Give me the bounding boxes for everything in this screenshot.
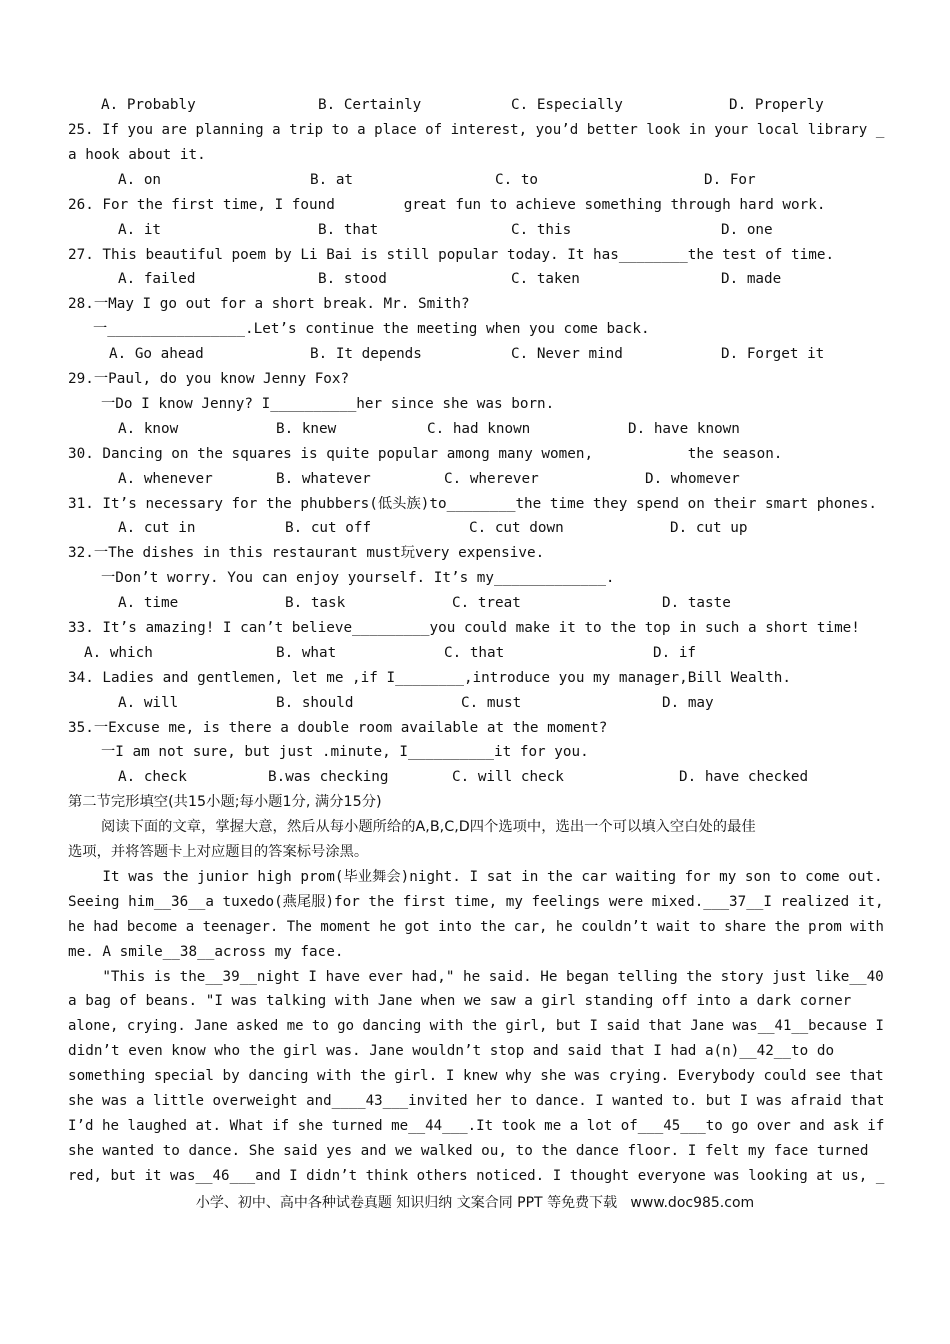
q27-stem: 27. This beautiful poem by Li Bai is still popular today. It has________the test of time.	[68, 247, 835, 263]
q35-option-a: A. check	[118, 769, 187, 785]
q25-option-a: A. on	[118, 172, 162, 188]
q34-option-d: D. may	[662, 695, 714, 711]
q32-option-d: D. taste	[662, 595, 731, 611]
q27-option-d: D. made	[721, 271, 782, 287]
q34-option-a: A. will	[118, 695, 179, 711]
q35-option-b: B.was checking	[268, 769, 389, 785]
passage-line-10: she was a little overweight and____43___invited her to dance. I wanted to. but I was afraid that	[68, 1093, 885, 1109]
q30-option-d: D. whomever	[645, 471, 740, 487]
q32-option-b: B. task	[285, 595, 346, 611]
passage-line-1: It was the junior high prom(毕业舞会)night. I sat in the car waiting for my son to come out.	[68, 869, 883, 885]
q32-option-c: C. treat	[452, 595, 521, 611]
passage-line-11: I’d he laughed at. What if she turned me__44___.It took me a lot of___45___to go over and ask if	[68, 1118, 885, 1134]
q24-option-c: C. Especially	[511, 97, 623, 113]
passage-line-3: he had become a teenager. The moment he got into the car, he couldn’t wait to share the prom with	[68, 919, 884, 935]
q30-option-b: B. whatever	[276, 471, 371, 487]
q25-option-d: D. For	[704, 172, 756, 188]
q33-stem: 33. It’s amazing! I can’t believe_________you could make it to the top in such a short time!	[68, 620, 860, 636]
q33-option-a: A. which	[84, 645, 153, 661]
q31-stem: 31. It’s necessary for the phubbers(低头族)to________the time they spend on their smart phones.	[68, 496, 877, 512]
q35-option-c: C. will check	[452, 769, 564, 785]
passage-line-7: alone, crying. Jane asked me to go dancing with the girl, but I said that Jane was__41__because I	[68, 1018, 884, 1034]
q35-stem-line1: 35.一Excuse me, is there a double room available at the moment?	[68, 720, 608, 736]
q30-option-c: C. wherever	[444, 471, 539, 487]
q29-option-b: B. knew	[276, 421, 337, 437]
q29-stem-line2: 一Do I know Jenny? I__________her since she was born.	[101, 396, 555, 412]
q34-option-b: B. should	[276, 695, 354, 711]
section-instruction-line2: 选项，并将答题卡上对应题目的答案标号涂黑。	[68, 844, 369, 860]
q25-option-b: B. at	[310, 172, 354, 188]
q32-option-a: A. time	[118, 595, 179, 611]
q34-stem: 34. Ladies and gentlemen, let me ,if I________,introduce you my manager,Bill Wealth.	[68, 670, 792, 686]
q31-option-b: B. cut off	[285, 520, 372, 536]
passage-line-2: Seeing him__36__a tuxedo(燕尾服)for the first time, my feelings were mixed.___37__I realized it,	[68, 894, 884, 910]
q30-option-a: A. whenever	[118, 471, 213, 487]
q29-stem-line1: 29.一Paul, do you know Jenny Fox?	[68, 371, 350, 387]
q33-option-d: D. if	[653, 645, 697, 661]
q26-stem: 26. For the first time, I found great fun to achieve something through hard work.	[68, 197, 826, 213]
q33-option-c: C. that	[444, 645, 505, 661]
q24-option-b: B. Certainly	[318, 97, 422, 113]
q26-option-a: A. it	[118, 222, 162, 238]
q26-option-b: B. that	[318, 222, 379, 238]
q27-option-b: B. stood	[318, 271, 387, 287]
q28-stem-line2: 一________________.Let’s continue the meeting when you come back.	[93, 321, 650, 337]
q25-option-c: C. to	[495, 172, 539, 188]
q26-option-c: C. this	[511, 222, 572, 238]
q32-stem-line2: 一Don’t worry. You can enjoy yourself. It’s my_____________.	[101, 570, 615, 586]
passage-line-12: she wanted to dance. She said yes and we walked ou, to the dance floor. I felt my face turned	[68, 1143, 869, 1159]
q28-option-d: D. Forget it	[721, 346, 825, 362]
q28-option-b: B. It depends	[310, 346, 422, 362]
section-title: 第二节完形填空(共15小题;每小题1分, 满分15分)	[68, 794, 382, 810]
passage-line-8: didn’t even know who the girl was. Jane wouldn’t stop and said that I had a(n)__42__to do	[68, 1043, 835, 1059]
q24-option-d: D. Properly	[729, 97, 824, 113]
passage-line-13: red, but it was__46___and I didn’t think others noticed. I thought everyone was looking at us, _	[68, 1168, 885, 1184]
q29-option-a: A. know	[118, 421, 179, 437]
q28-stem-line1: 28.一May I go out for a short break. Mr. Smith?	[68, 296, 470, 312]
q24-option-a: A. Probably	[101, 97, 196, 113]
q26-option-d: D. one	[721, 222, 773, 238]
q33-option-b: B. what	[276, 645, 337, 661]
q34-option-c: C. must	[461, 695, 522, 711]
q28-option-a: A. Go ahead	[109, 346, 204, 362]
q30-stem: 30. Dancing on the squares is quite popular among many women, the season.	[68, 446, 783, 462]
q32-stem-line1: 32.一The dishes in this restaurant must玩very expensive.	[68, 545, 545, 561]
q29-option-d: D. have known	[628, 421, 740, 437]
section-instruction-line1: 阅读下面的文章，掌握大意，然后从每小题所给的A,B,C,D四个选项中，选出一个可以填入空白处的最佳	[101, 819, 756, 835]
q27-option-c: C. taken	[511, 271, 580, 287]
q28-option-c: C. Never mind	[511, 346, 623, 362]
passage-line-6: a bag of beans. "I was talking with Jane when we saw a girl standing off into a dark corner	[68, 993, 852, 1009]
q35-stem-line2: 一I am not sure, but just .minute, I__________it for you.	[101, 744, 589, 760]
q35-option-d: D. have checked	[679, 769, 809, 785]
q31-option-d: D. cut up	[670, 520, 748, 536]
passage-line-5: "This is the__39__night I have ever had," he said. He began telling the story just like__40	[68, 969, 884, 985]
q25-stem-line2: a hook about it.	[68, 147, 206, 163]
passage-line-9: something special by dancing with the girl. I knew why she was crying. Everybody could see that	[68, 1068, 884, 1084]
q31-option-a: A. cut in	[118, 520, 196, 536]
q27-option-a: A. failed	[118, 271, 196, 287]
q29-option-c: C. had known	[427, 421, 531, 437]
q25-stem-line1: 25. If you are planning a trip to a place of interest, you’d better look in your local library _	[68, 122, 885, 138]
page-footer: 小学、初中、高中各种试卷真题 知识归纳 文案合同 PPT 等免费下载 www.doc985.com	[195, 1195, 755, 1211]
q31-option-c: C. cut down	[469, 520, 564, 536]
passage-line-4: me. A smile__38__across my face.	[68, 944, 344, 960]
